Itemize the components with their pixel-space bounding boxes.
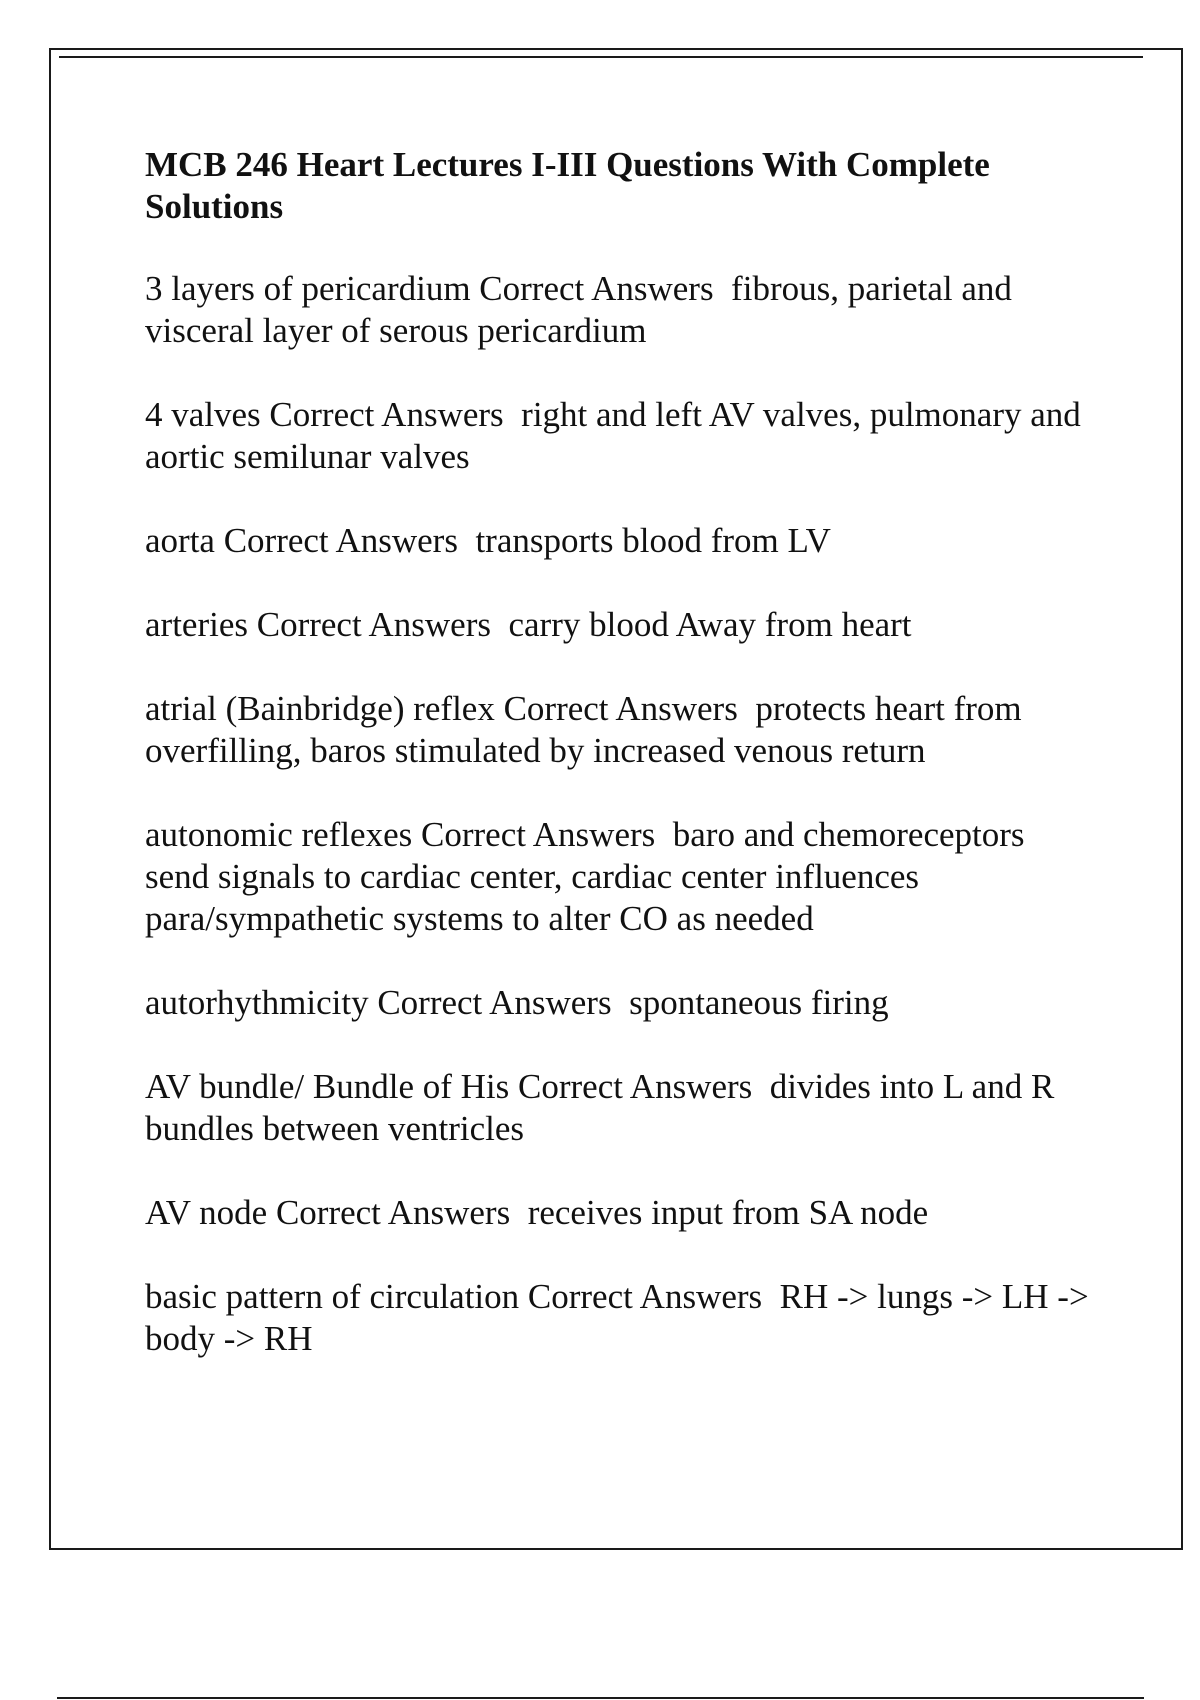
qa-entry: AV bundle/ Bundle of His Correct Answers divides into L and R bundles between ventricles — [145, 1067, 1064, 1148]
document-title: MCB 246 Heart Lectures I-III Questions With Complete Solutions — [145, 145, 990, 226]
qa-entry: arteries Correct Answers carry blood Away from heart — [145, 605, 912, 644]
qa-entry: aorta Correct Answers transports blood from LV — [145, 521, 831, 560]
qa-entry: autorhythmicity Correct Answers spontaneous firing — [145, 983, 889, 1022]
header-rule — [59, 56, 1143, 58]
qa-entry: basic pattern of circulation Correct Answers RH -> lungs -> LH -> body -> RH — [145, 1277, 1098, 1358]
qa-entry: AV node Correct Answers receives input from SA node — [145, 1193, 929, 1232]
qa-entry: 3 layers of pericardium Correct Answers fibrous, parietal and visceral layer of serous pericardium — [145, 269, 1021, 350]
footer-rule — [57, 1697, 1144, 1699]
qa-entry: autonomic reflexes Correct Answers baro and chemoreceptors send signals to cardiac center, cardiac center influences para/sympathetic systems to alter CO as needed — [145, 815, 1034, 938]
document-body — [145, 144, 1098, 1402]
qa-entry: 4 valves Correct Answers right and left AV valves, pulmonary and aortic semilunar valves — [145, 395, 1090, 476]
qa-entry: atrial (Bainbridge) reflex Correct Answers protects heart from overfilling, baros stimulated by increased venous return — [145, 689, 1031, 770]
